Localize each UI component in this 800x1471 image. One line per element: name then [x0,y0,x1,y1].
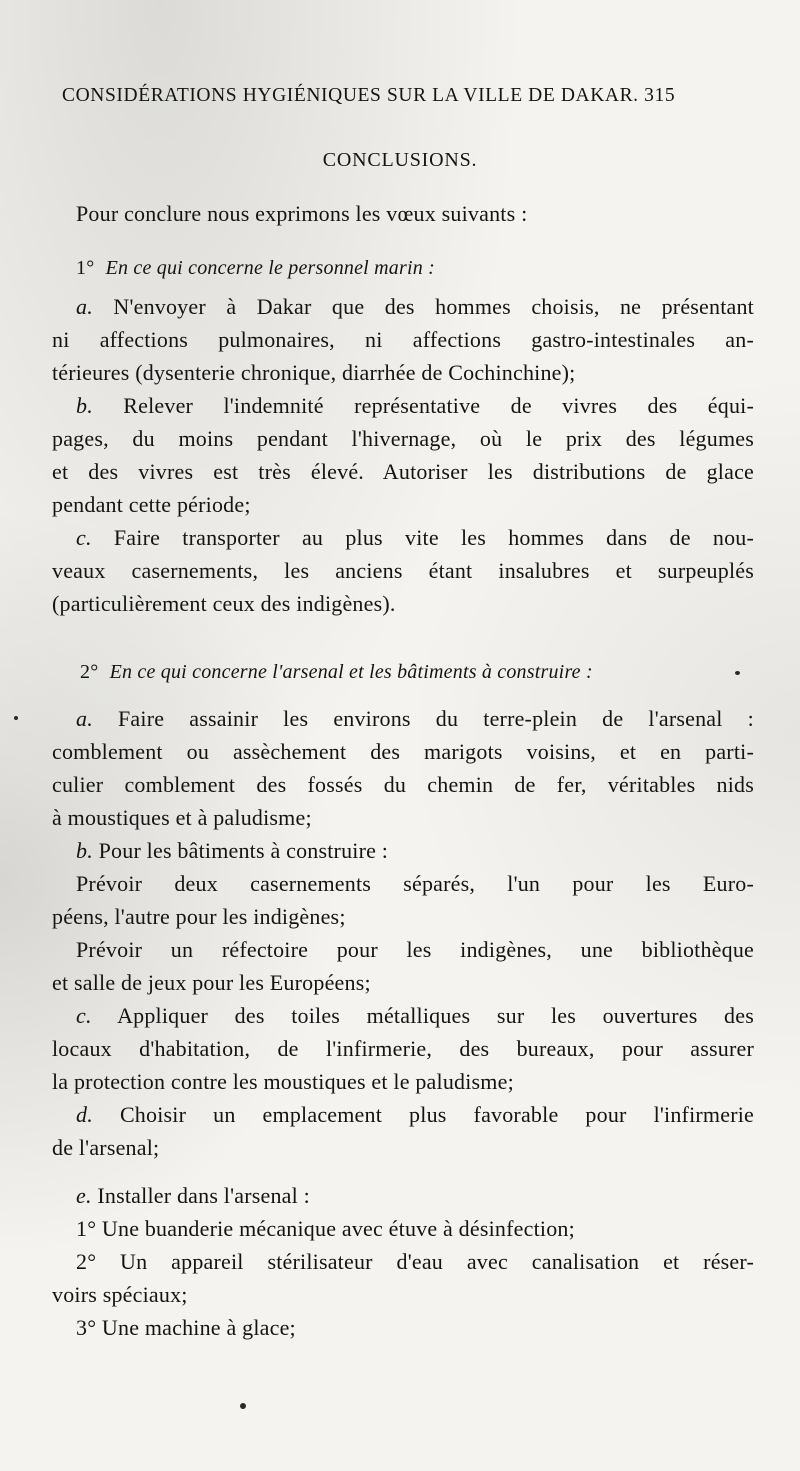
s2-line-14: de l'arsenal; [52,1135,160,1160]
s2-line-16: 1° Une buanderie mécanique avec étuve à désinfection; [76,1216,575,1241]
s1-line-10: (particulièrement ceux des indigènes). [52,591,396,616]
item-letter-c: c. [76,525,92,550]
item-letter-d: d. [76,1102,93,1127]
ink-speck [14,716,18,720]
sub-number-3: 3° [76,1315,97,1340]
section2-heading-text: En ce qui concerne l'arsenal et les bâtiments à construire : [109,661,593,683]
ink-speck [240,1403,246,1409]
s2-line-13: d. Choisir un emplacement plus favorable pour l'infirmerie [76,1102,755,1127]
s2-line-7: péens, l'autre pour les indigènes; [52,904,346,929]
s2-line-2: comblement ou assèchement des marigots voisins, et en parti- [52,739,754,764]
s2-line-8: Prévoir un réfectoire pour les indigènes, une bibliothèque [76,937,754,962]
section2-heading [80,659,593,685]
s2-line-10: c. Appliquer des toiles métalliques sur les ouvertures des [76,1003,754,1028]
s2-line-3: culier comblement des fossés du chemin de fer, véritables nids [52,772,754,797]
item-letter-b: b. [76,393,93,418]
item-letter-c: c. [76,1003,92,1028]
running-title: CONSIDÉRATIONS HYGIÉNIQUES SUR LA VILLE DE DAKAR. [62,85,639,106]
s1-line-7: pendant cette période; [52,492,251,517]
s2-line-15: e. Installer dans l'arsenal : [76,1183,310,1208]
s1-line-1: a. N'envoyer à Dakar que des hommes choisis, ne présentant [76,294,754,319]
s2-line-1: a. Faire assainir les environs du terre-plein de l'arsenal : [76,706,754,731]
section1-number: 1° [76,257,95,279]
intro-text: Pour conclure nous exprimons les vœux suivants : [76,201,528,226]
s2-line-6: Prévoir deux casernements séparés, l'un pour les Euro- [76,871,754,896]
section-title: CONCLUSIONS. [322,149,478,171]
s1-line-3: térieures (dysenterie chronique, diarrhée de Cochinchine); [52,360,576,385]
running-header [62,83,675,109]
s2-line-5: b. Pour les bâtiments à construire : [76,838,389,863]
s2-line-17: 2° Un appareil stérilisateur d'eau avec canalisation et réser- [76,1249,755,1274]
s2-line-12: la protection contre les moustiques et le paludisme; [52,1069,514,1094]
s1-line-4: b. Relever l'indemnité représentative de vivres des équi- [76,393,754,418]
s2-line-11: locaux d'habitation, de l'infirmerie, des bureaux, pour assurer [52,1036,754,1061]
s1-line-8: c. Faire transporter au plus vite les hommes dans de nou- [76,525,754,550]
s2-line-4: à moustiques et à paludisme; [52,805,312,830]
s2-line-9: et salle de jeux pour les Européens; [52,970,371,995]
s2-line-19: 3° Une machine à glace; [76,1315,296,1340]
item-letter-a: a. [76,294,93,319]
s1-line-5: pages, du moins pendant l'hivernage, où le prix des légumes [52,426,754,451]
sub-number-2: 2° [76,1249,97,1274]
s1-line-2: ni affections pulmonaires, ni affections gastro-intestinales an- [52,327,754,352]
page-number: 315 [644,85,676,106]
item-letter-b: b. [76,838,93,863]
item-letter-a: a. [76,706,93,731]
s2-line-18: voirs spéciaux; [52,1282,188,1307]
item-letter-e: e. [76,1183,92,1208]
sub-number-1: 1° [76,1216,97,1241]
section1-heading-text: En ce qui concerne le personnel marin : [105,257,435,279]
s1-line-9: veaux casernements, les anciens étant insalubres et surpeuplés [52,558,754,583]
ink-speck [735,671,740,675]
section1-heading [76,255,435,281]
section2-number: 2° [80,661,99,683]
s1-line-6: et des vivres est très élevé. Autoriser les distributions de glace [52,459,754,484]
